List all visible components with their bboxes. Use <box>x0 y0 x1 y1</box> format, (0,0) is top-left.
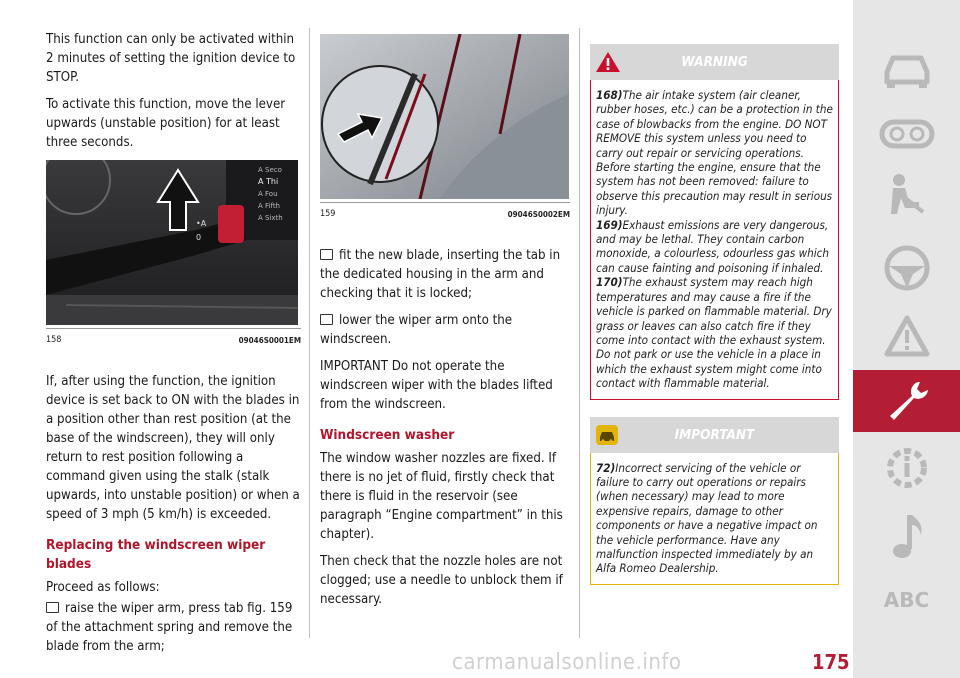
wiper-illustration <box>320 34 569 199</box>
watermark: carmanualsonline.info <box>452 650 682 675</box>
list-item-text: raise the wiper arm, press tab fig. 159 of the attachment spring and remove the blade from the arm; <box>46 601 293 654</box>
music-note-icon[interactable] <box>853 506 960 566</box>
warning-title: WARNING <box>681 54 748 70</box>
svg-text:A Sixth: A Sixth <box>258 214 283 222</box>
important-title: IMPORTANT <box>674 426 755 443</box>
paragraph: To activate this function, move the lever upwards (unstable position) for at least three seconds. <box>46 97 286 150</box>
abc-label: ABC <box>883 588 930 612</box>
figure-158 <box>46 160 301 350</box>
middle-column <box>320 34 570 617</box>
warning-banner <box>590 44 839 80</box>
checkbox-bullet-icon <box>46 602 59 613</box>
car-icon[interactable] <box>853 40 960 100</box>
instruments-icon[interactable] <box>853 104 960 164</box>
settings-info-icon[interactable] <box>853 438 960 498</box>
warning-item <box>596 275 833 390</box>
item-number: 72) <box>596 460 616 475</box>
paragraph: Then check that the nozzle holes are not clogged; use a needle to unblock them if necessary. <box>320 554 563 607</box>
svg-text:A Fifth: A Fifth <box>258 202 280 210</box>
warning-item <box>596 218 833 276</box>
item-text: The exhaust system may reach high temperatures and may cause a fire if the vehicle is parked on flammable material. Dry grass or leaves can also catch fire if they come into contact with the exhaust system. Do not park or use the vehicle in a place in which the exhaust system might come into contact with flammable material. <box>596 275 832 391</box>
warning-triangle-icon[interactable] <box>853 306 960 366</box>
section-heading: Windscreen washer <box>320 427 455 443</box>
car-service-icon <box>594 423 620 447</box>
column-divider <box>579 28 580 638</box>
important-banner <box>590 417 839 453</box>
figure-159 <box>320 34 570 224</box>
stalk-photo <box>46 160 298 325</box>
item-text: Incorrect servicing of the vehicle or failure to carry out operations or repairs (when necessary) may lead to more expensive repairs, damage to other components or have a negative impact on the vehicle performance. Have any malfunction inspected immediately by an Alfa Romeo Dealership. <box>596 460 818 576</box>
figure-number: 158 <box>46 335 62 345</box>
svg-text:•A: •A <box>196 219 207 228</box>
page-number: 175 <box>812 650 850 674</box>
wrench-icon[interactable] <box>853 370 960 432</box>
svg-text:0: 0 <box>196 233 202 242</box>
paragraph: The window washer nozzles are fixed. If there is no jet of fluid, firstly check that there is fluid in the reservoir (see paragraph “Engine compartment” in this chapter). <box>320 451 563 542</box>
list-item-text: lower the wiper arm onto the windscreen. <box>320 313 513 347</box>
list-item <box>46 599 301 656</box>
warning-box <box>590 44 839 585</box>
warning-body <box>590 80 839 400</box>
svg-text:A Thi: A Thi <box>258 177 279 186</box>
chapter-sidebar <box>853 0 960 678</box>
left-column <box>46 30 301 664</box>
figure-caption <box>320 202 570 224</box>
warning-item <box>596 88 833 218</box>
warning-triangle-icon <box>594 50 622 74</box>
stalk-illustration <box>46 160 298 325</box>
paragraph: IMPORTANT Do not operate the windscreen wiper with the blades lifted from the windscreen. <box>320 359 553 412</box>
section-heading: Replacing the windscreen wiper blades <box>46 537 266 572</box>
list-item-text: fit the new blade, inserting the tab in the dedicated housing in the arm and checking that it is locked; <box>320 248 561 301</box>
checkbox-bullet-icon <box>320 314 333 325</box>
abc-icon[interactable] <box>853 570 960 630</box>
wiper-photo <box>320 34 569 199</box>
figure-code: 09046S0001EM <box>238 336 301 345</box>
seatbelt-person-icon[interactable] <box>853 166 960 226</box>
important-body <box>590 453 839 585</box>
svg-text:A Seco: A Seco <box>258 166 282 174</box>
item-number: 169) <box>596 217 623 232</box>
list-item <box>320 246 570 303</box>
important-item <box>596 461 833 576</box>
list-item <box>320 311 570 349</box>
item-text: The air intake system (air cleaner, rubber hoses, etc.) can be a protection in the case of blowbacks from the engine. DO NOT REMOVE this system unless you need to carry out repair or servicing operations. Before starting the engine, ensure that the system has not been removed: failure to observe this precaution may result in serious injury. <box>596 88 833 218</box>
figure-caption <box>46 328 301 350</box>
steering-wheel-icon[interactable] <box>853 238 960 298</box>
paragraph: Proceed as follows: <box>46 580 160 595</box>
paragraph: This function can only be activated within 2 minutes of setting the ignition device to STOP. <box>46 32 296 85</box>
svg-text:A Fou: A Fou <box>258 190 278 198</box>
item-text: Exhaust emissions are very dangerous, and may be lethal. They contain carbon monoxide, a colourless, odourless gas which can cause fainting and poisoning if inhaled. <box>596 217 830 275</box>
paragraph: If, after using the function, the ignition device is set back to ON with the blades in a position other than rest position (at the base of the windscreen), they will only return to rest position following a command given using the stalk (stalk upwards, into unstable position) or when a speed of 3 mph (5 km/h) is exceeded. <box>46 374 300 522</box>
item-number: 168) <box>596 88 623 102</box>
item-number: 170) <box>596 275 623 290</box>
figure-code: 09046S0002EM <box>507 210 570 219</box>
column-divider <box>309 28 310 638</box>
figure-number: 159 <box>320 209 336 219</box>
checkbox-bullet-icon <box>320 249 333 260</box>
